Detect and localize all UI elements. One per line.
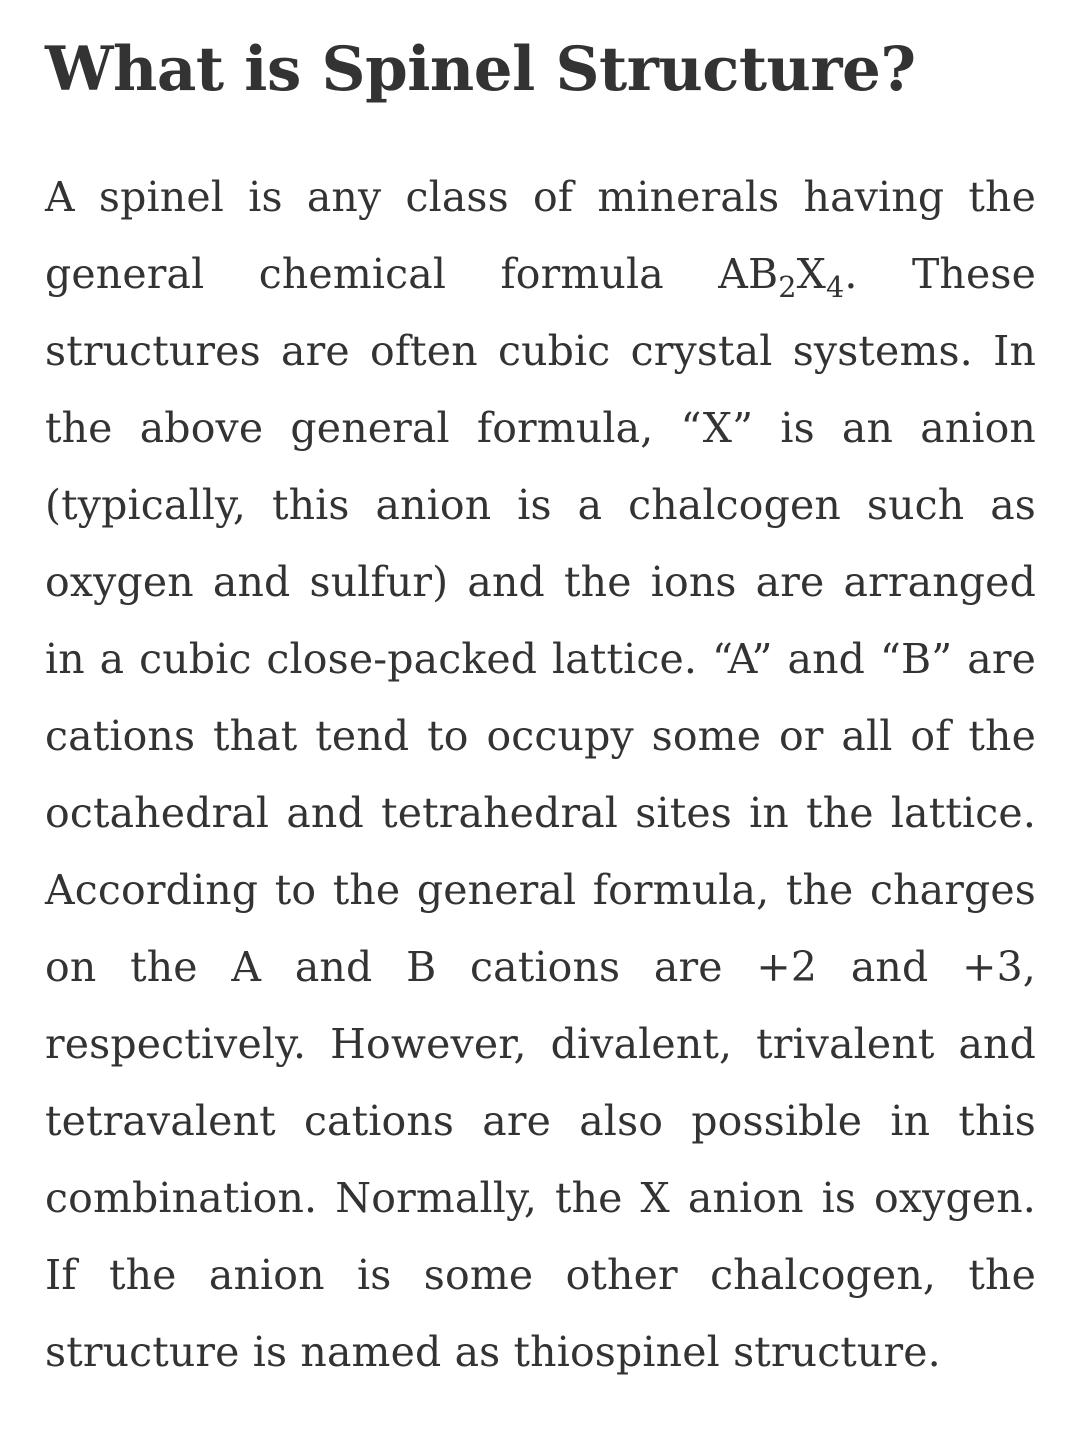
formula-subscript-2: 2	[778, 270, 797, 305]
article-title: What is Spinel Structure?	[45, 34, 916, 105]
formula-subscript-4: 4	[825, 270, 845, 305]
formula-part-x: X	[796, 250, 826, 298]
body-text-main: . These structures are often cubic crystal systems. In the above general formula, “X” is an anion (typically, this anion is a chalcogen such as oxygen and sulfur) and the ions are arranged in a cubic close-packed lattice. “A” and “B” are cations that tend to occupy some or all of the octahedral and tetrahedral sites in the lattice. According to the general formula, the charges on the A and B cations are +2 and +3, respectively. However, divalent, trivalent and tetravalent cations are also possible in this combination. Normally, the X anion is oxygen. If the anion is some other chalcogen, the structure is named as thiospinel structure.	[45, 250, 1037, 1376]
body-text-intro: A spinel is any class of minerals having the general chemical formula	[45, 173, 1036, 298]
chemical-formula	[718, 250, 845, 305]
article-body	[45, 159, 1036, 1391]
formula-part-ab: AB	[718, 250, 779, 298]
article	[45, 0, 1036, 1391]
